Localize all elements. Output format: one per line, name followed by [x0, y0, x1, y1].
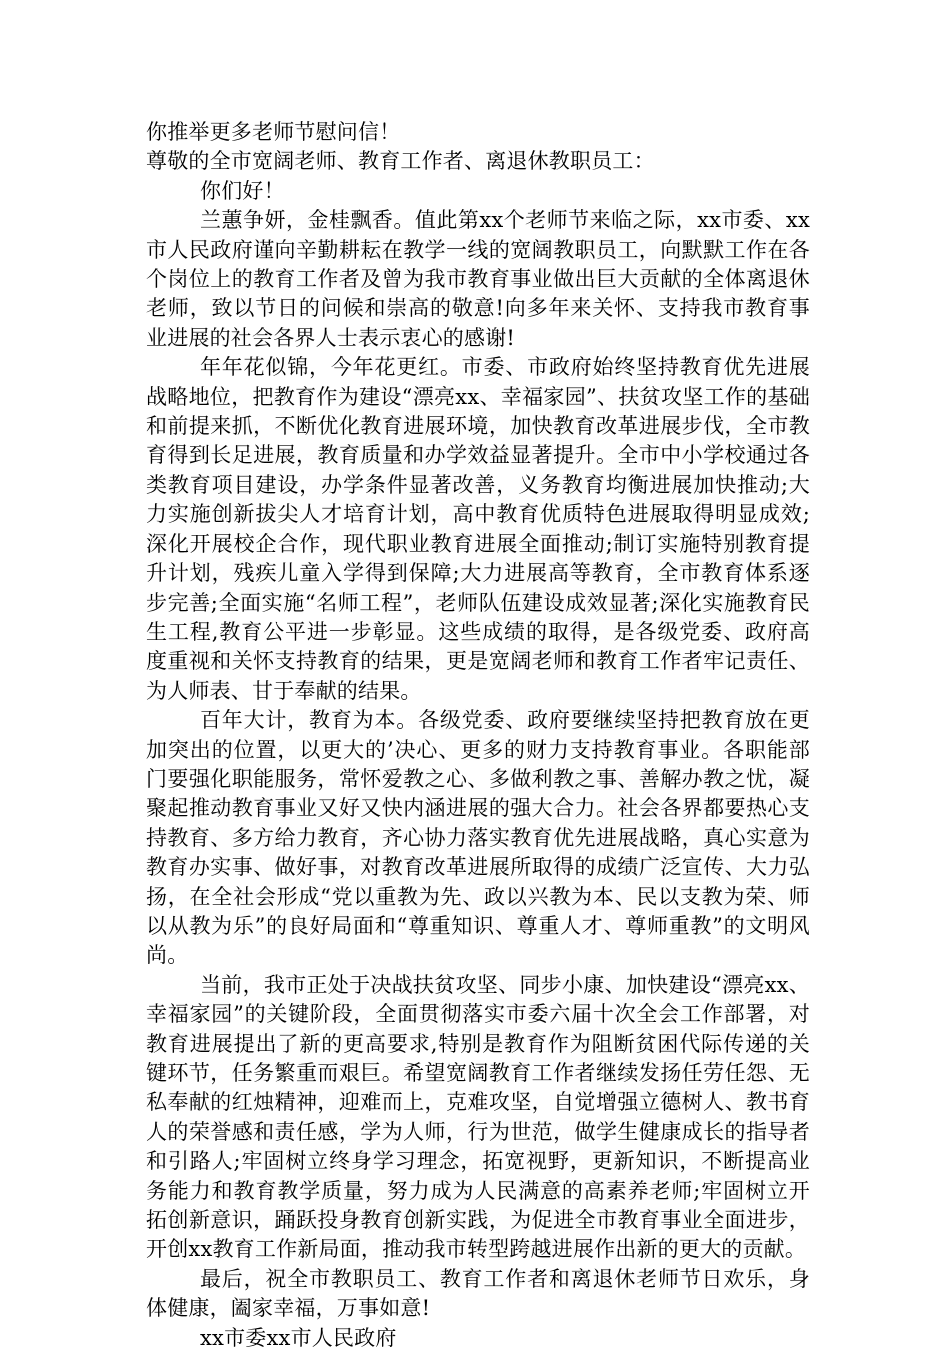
salutation: 尊敬的全市宽阔老师、教育工作者、离退休教职员工：: [146, 149, 655, 174]
signature: xx市委xx市人民政府: [200, 1325, 397, 1350]
letter-heading: 你推举更多老师节慰问信！: [146, 120, 401, 144]
paragraph-4: 当前，我市正处于决战扶贫攻坚、同步小康、加快建设“漂亮xx、幸福家园”的关键阶段，全面贯彻落实市委六届十次全会工作部署，对教育进展提出了新的更高要求,特别是教育作为阻断贫困代际传递的关键环节，任务繁重而艰巨。希望宽阔教育工作者继续发扬任劳任怨、无私奉献的红烛精神，迎难而上，克难攻坚，自觉增强立德树人、教书育人的荣誉感和责任感，学为人师，行为世范，做学生健康成长的指导者和引路人;牢固树立终身学习理念，拓宽视野，更新知识，不断提高业务能力和教育教学质量，努力成为人民满意的高素养老师;牢固树立开拓创新意识，踊跃投身教育创新实践，为促进全市教育事业全面进步，开创xx教育工作新局面，推动我市转型跨越进展作出新的更大的贡献。: [146, 972, 810, 1262]
paragraph-1: 兰蕙争妍，金桂飘香。值此第xx个老师节来临之际，xx市委、xx市人民政府谨向辛勤耕耘在教学一线的宽阔教职员工，向默默工作在各个岗位上的教育工作者及曾为我市教育事业做出巨大贡献的全体离退休老师，致以节日的问候和崇高的敬意!向多年来关怀、支持我市教育事业进展的社会各界人士表示衷心的感谢!: [146, 208, 810, 350]
paragraph-3: 百年大计，教育为本。各级党委、政府要继续坚持把教育放在更加突出的位置，以更大的’决心、更多的财力支持教育事业。各职能部门要强化职能服务，常怀爱教之心、多做利教之事、善解办教之忧，凝聚起推动教育事业又好又快内涵进展的强大合力。社会各界都要热心支持教育、多方给力教育，齐心协力落实教育优先进展战略，真心实意为教育办实事、做好事，对教育改革进展所取得的成绩广泛宣传、大力弘扬，在全社会形成“党以重教为先、政以兴教为本、民以支教为荣、师以从教为乐”的良好局面和“尊重知识、尊重人才、尊师重教”的文明风尚。: [146, 708, 810, 968]
letter-body: [146, 118, 810, 1353]
paragraph-2: 年年花似锦，今年花更红。市委、市政府始终坚持教育优先进展战略地位，把教育作为建设“漂亮xx、幸福家园”、扶贫攻坚工作的基础和前提来抓，不断优化教育进展环境，加快教育改革进展步伐，全市教育得到长足进展，教育质量和办学效益显著提升。全市中小学校通过各类教育项目建设，办学条件显著改善，义务教育均衡进展加快推动;大力实施创新拔尖人才培育计划，高中教育优质特色进展取得明显成效;深化开展校企合作，现代职业教育进展全面推动;制订实施特别教育提升计划，残疾儿童入学得到保障;大力进展高等教育，全市教育体系逐步完善;全面实施“名师工程”，老师队伍建设成效显著;深化实施教育民生工程,教育公平进一步彰显。这些成绩的取得，是各级党委、政府高度重视和关怀支持教育的结果，更是宽阔老师和教育工作者牢记责任、为人师表、甘于奉献的结果。: [146, 355, 810, 703]
greeting: 你们好！: [200, 178, 285, 203]
paragraph-5: 最后，祝全市教职员工、教育工作者和离退休老师节日欢乐，身体健康，阖家幸福，万事如意!: [146, 1266, 810, 1321]
